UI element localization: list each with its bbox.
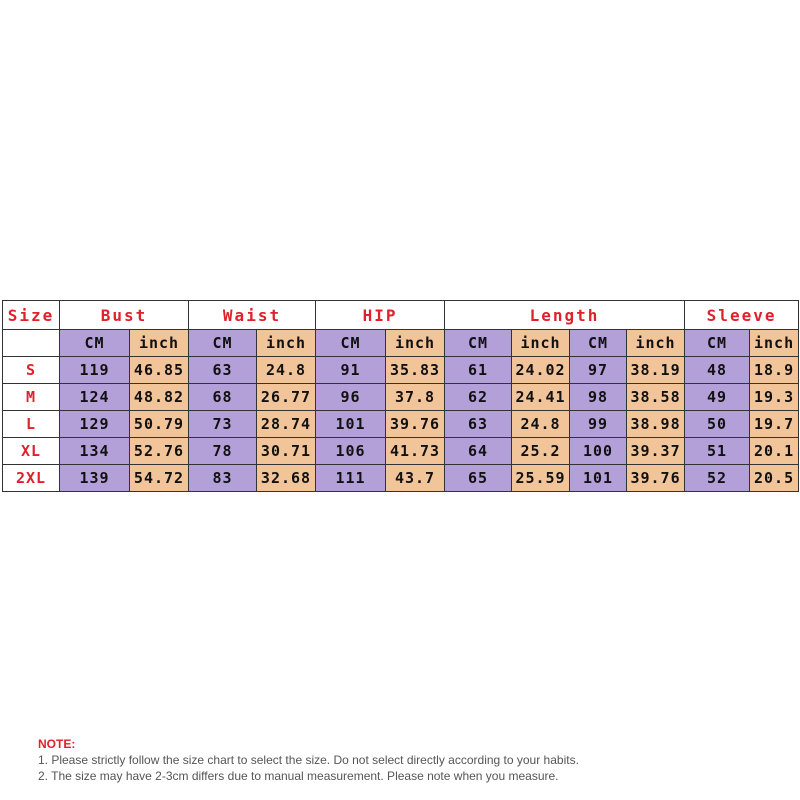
inch-value-cell: 25.2 <box>512 438 570 465</box>
inch-value-cell: 30.71 <box>257 438 316 465</box>
size-label: M <box>3 384 60 411</box>
cm-value-cell: 111 <box>316 465 386 492</box>
cm-value-cell: 62 <box>445 384 512 411</box>
group-header-sleeve: Sleeve <box>685 301 799 330</box>
cm-value-cell: 119 <box>60 357 130 384</box>
cm-value-cell: 65 <box>445 465 512 492</box>
unit-label-cm: CM <box>445 330 512 357</box>
unit-header-row <box>3 330 799 357</box>
group-header-length: Length <box>445 301 685 330</box>
inch-value-cell: 24.8 <box>257 357 316 384</box>
cm-value-cell: 96 <box>316 384 386 411</box>
inch-value-cell: 26.77 <box>257 384 316 411</box>
inch-value-cell: 52.76 <box>130 438 189 465</box>
unit-header-blank <box>3 330 60 357</box>
cm-value-cell: 83 <box>189 465 257 492</box>
size-label: L <box>3 411 60 438</box>
inch-value-cell: 38.58 <box>627 384 685 411</box>
group-header-waist: Waist <box>189 301 316 330</box>
inch-value-cell: 50.79 <box>130 411 189 438</box>
unit-label-inch: inch <box>627 330 685 357</box>
cm-value-cell: 63 <box>445 411 512 438</box>
unit-label-cm: CM <box>570 330 627 357</box>
inch-value-cell: 35.83 <box>386 357 445 384</box>
unit-label-cm: CM <box>685 330 750 357</box>
size-label: S <box>3 357 60 384</box>
inch-value-cell: 43.7 <box>386 465 445 492</box>
cm-value-cell: 78 <box>189 438 257 465</box>
group-header-hip: HIP <box>316 301 445 330</box>
table-row <box>3 438 799 465</box>
size-chart-table <box>2 300 799 492</box>
inch-value-cell: 39.76 <box>627 465 685 492</box>
unit-label-inch: inch <box>257 330 316 357</box>
cm-value-cell: 99 <box>570 411 627 438</box>
size-label: 2XL <box>3 465 60 492</box>
note-line: 2. The size may have 2-3cm differs due to manual measurement. Please note when you measure. <box>38 769 559 783</box>
cm-value-cell: 61 <box>445 357 512 384</box>
inch-value-cell: 18.9 <box>750 357 799 384</box>
inch-value-cell: 24.8 <box>512 411 570 438</box>
cm-value-cell: 91 <box>316 357 386 384</box>
unit-label-cm: CM <box>60 330 130 357</box>
note-title: NOTE: <box>38 737 76 751</box>
inch-value-cell: 20.5 <box>750 465 799 492</box>
inch-value-cell: 48.82 <box>130 384 189 411</box>
inch-value-cell: 24.02 <box>512 357 570 384</box>
table-row <box>3 465 799 492</box>
size-header: Size <box>3 301 60 330</box>
table-row <box>3 357 799 384</box>
cm-value-cell: 100 <box>570 438 627 465</box>
table-row <box>3 384 799 411</box>
unit-label-inch: inch <box>512 330 570 357</box>
group-header-row <box>3 301 799 330</box>
inch-value-cell: 38.98 <box>627 411 685 438</box>
cm-value-cell: 106 <box>316 438 386 465</box>
inch-value-cell: 46.85 <box>130 357 189 384</box>
cm-value-cell: 73 <box>189 411 257 438</box>
unit-label-inch: inch <box>386 330 445 357</box>
inch-value-cell: 19.3 <box>750 384 799 411</box>
inch-value-cell: 41.73 <box>386 438 445 465</box>
size-note <box>38 736 778 784</box>
unit-label-cm: CM <box>316 330 386 357</box>
cm-value-cell: 98 <box>570 384 627 411</box>
unit-label-inch: inch <box>750 330 799 357</box>
inch-value-cell: 54.72 <box>130 465 189 492</box>
cm-value-cell: 50 <box>685 411 750 438</box>
inch-value-cell: 19.7 <box>750 411 799 438</box>
note-line: 1. Please strictly follow the size chart to select the size. Do not select directly according to your habits. <box>38 753 579 767</box>
cm-value-cell: 68 <box>189 384 257 411</box>
cm-value-cell: 49 <box>685 384 750 411</box>
cm-value-cell: 51 <box>685 438 750 465</box>
cm-value-cell: 134 <box>60 438 130 465</box>
cm-value-cell: 64 <box>445 438 512 465</box>
inch-value-cell: 20.1 <box>750 438 799 465</box>
inch-value-cell: 25.59 <box>512 465 570 492</box>
inch-value-cell: 28.74 <box>257 411 316 438</box>
cm-value-cell: 101 <box>316 411 386 438</box>
cm-value-cell: 139 <box>60 465 130 492</box>
cm-value-cell: 124 <box>60 384 130 411</box>
table-row <box>3 411 799 438</box>
size-label: XL <box>3 438 60 465</box>
inch-value-cell: 39.37 <box>627 438 685 465</box>
inch-value-cell: 37.8 <box>386 384 445 411</box>
cm-value-cell: 48 <box>685 357 750 384</box>
inch-value-cell: 39.76 <box>386 411 445 438</box>
cm-value-cell: 52 <box>685 465 750 492</box>
cm-value-cell: 101 <box>570 465 627 492</box>
group-header-bust: Bust <box>60 301 189 330</box>
inch-value-cell: 24.41 <box>512 384 570 411</box>
unit-label-inch: inch <box>130 330 189 357</box>
cm-value-cell: 129 <box>60 411 130 438</box>
cm-value-cell: 97 <box>570 357 627 384</box>
cm-value-cell: 63 <box>189 357 257 384</box>
inch-value-cell: 38.19 <box>627 357 685 384</box>
unit-label-cm: CM <box>189 330 257 357</box>
inch-value-cell: 32.68 <box>257 465 316 492</box>
